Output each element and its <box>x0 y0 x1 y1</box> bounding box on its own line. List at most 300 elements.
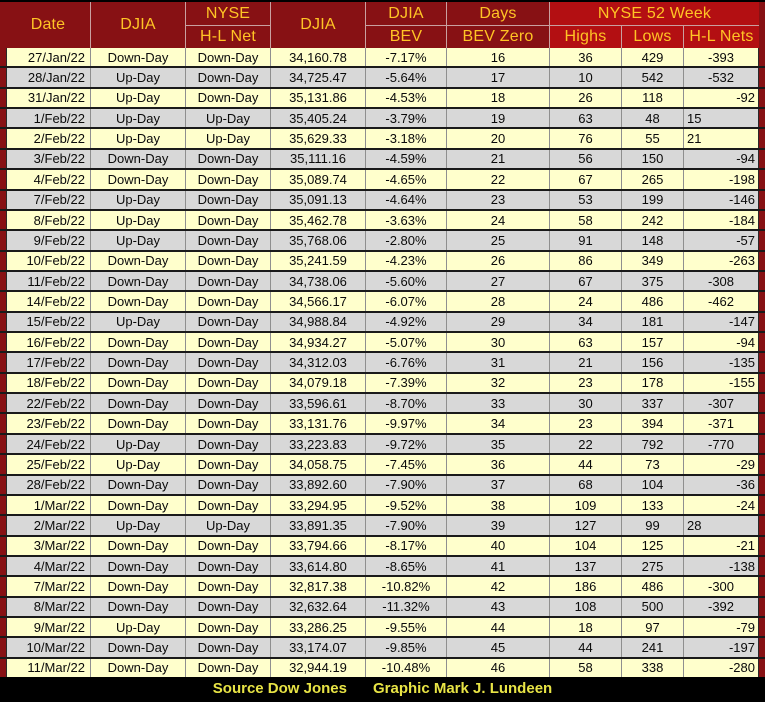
hl-nets-cell: -57 <box>683 231 759 249</box>
hl-nets-cell: -462 <box>683 292 759 310</box>
lows-cell: 181 <box>621 313 683 331</box>
highs-cell: 36 <box>549 48 621 66</box>
col-header-nyse-52-week: NYSE 52 Week <box>549 2 759 25</box>
hl-nets-cell: -280 <box>683 659 759 677</box>
col-header-hl-net: H-L Net <box>185 25 270 48</box>
hl-nets-cell: -263 <box>683 252 759 270</box>
right-edge-cell <box>759 129 765 147</box>
date-cell: 8/Feb/22 <box>6 211 90 229</box>
table-row <box>0 252 765 272</box>
lows-cell: 375 <box>621 272 683 290</box>
hl-nets-cell: -24 <box>683 496 759 514</box>
hl-nets-cell: -94 <box>683 150 759 168</box>
djia-bev-cell: -4.64% <box>365 191 446 209</box>
highs-cell: 53 <box>549 191 621 209</box>
nyse-hl-day-cell: Up-Day <box>185 129 270 147</box>
djia-day-cell: Down-Day <box>90 333 185 351</box>
djia-bev-cell: -9.52% <box>365 496 446 514</box>
col-header-days: Days <box>446 2 549 25</box>
nyse-hl-day-cell: Down-Day <box>185 333 270 351</box>
djia-value-cell: 35,462.78 <box>270 211 365 229</box>
highs-cell: 23 <box>549 374 621 392</box>
djia-value-cell: 33,794.66 <box>270 537 365 555</box>
djia-day-cell: Down-Day <box>90 272 185 290</box>
days-bev-zero-cell: 35 <box>446 435 549 453</box>
djia-value-cell: 35,091.13 <box>270 191 365 209</box>
hl-nets-cell: -147 <box>683 313 759 331</box>
days-bev-zero-cell: 43 <box>446 598 549 616</box>
right-edge-cell <box>759 659 765 677</box>
djia-value-cell: 35,241.59 <box>270 252 365 270</box>
days-bev-zero-cell: 28 <box>446 292 549 310</box>
table-header <box>0 0 765 48</box>
djia-day-cell: Down-Day <box>90 557 185 575</box>
right-edge-cell <box>759 272 765 290</box>
djia-value-cell: 32,944.19 <box>270 659 365 677</box>
djia-bev-cell: -4.23% <box>365 252 446 270</box>
djia-day-cell: Down-Day <box>90 476 185 494</box>
nyse-hl-day-cell: Down-Day <box>185 272 270 290</box>
highs-cell: 44 <box>549 455 621 473</box>
date-cell: 1/Mar/22 <box>6 496 90 514</box>
djia-bev-cell: -7.45% <box>365 455 446 473</box>
col-header-highs: Highs <box>549 25 621 48</box>
nyse-hl-day-cell: Down-Day <box>185 476 270 494</box>
right-edge-cell <box>759 353 765 371</box>
highs-cell: 76 <box>549 129 621 147</box>
table-row <box>0 48 765 68</box>
djia-bev-cell: -4.65% <box>365 170 446 188</box>
right-edge-cell <box>759 394 765 412</box>
djia-day-cell: Down-Day <box>90 353 185 371</box>
table-row <box>0 557 765 577</box>
highs-cell: 109 <box>549 496 621 514</box>
djia-day-cell: Up-Day <box>90 435 185 453</box>
right-edge-cell <box>759 292 765 310</box>
djia-day-cell: Down-Day <box>90 170 185 188</box>
table-row <box>0 170 765 190</box>
highs-cell: 10 <box>549 68 621 86</box>
nyse-hl-day-cell: Up-Day <box>185 516 270 534</box>
right-edge-cell <box>759 638 765 656</box>
djia-day-cell: Down-Day <box>90 537 185 555</box>
days-bev-zero-cell: 37 <box>446 476 549 494</box>
days-bev-zero-cell: 26 <box>446 252 549 270</box>
djia-day-cell: Down-Day <box>90 414 185 432</box>
right-edge-cell <box>759 374 765 392</box>
date-cell: 24/Feb/22 <box>6 435 90 453</box>
right-edge-cell <box>759 252 765 270</box>
djia-day-cell: Up-Day <box>90 129 185 147</box>
lows-cell: 104 <box>621 476 683 494</box>
nyse-hl-day-cell: Down-Day <box>185 394 270 412</box>
djia-day-cell: Up-Day <box>90 68 185 86</box>
date-cell: 9/Mar/22 <box>6 618 90 636</box>
djia-day-cell: Up-Day <box>90 231 185 249</box>
table-row <box>0 516 765 536</box>
highs-cell: 58 <box>549 659 621 677</box>
djia-day-cell: Up-Day <box>90 191 185 209</box>
hl-nets-cell: -197 <box>683 638 759 656</box>
nyse-hl-day-cell: Down-Day <box>185 170 270 188</box>
days-bev-zero-cell: 21 <box>446 150 549 168</box>
djia-value-cell: 33,294.95 <box>270 496 365 514</box>
djia-value-cell: 34,738.06 <box>270 272 365 290</box>
nyse-hl-day-cell: Down-Day <box>185 353 270 371</box>
days-bev-zero-cell: 32 <box>446 374 549 392</box>
footer-bar <box>0 677 765 700</box>
date-cell: 2/Mar/22 <box>6 516 90 534</box>
djia-day-cell: Down-Day <box>90 659 185 677</box>
days-bev-zero-cell: 25 <box>446 231 549 249</box>
lows-cell: 148 <box>621 231 683 249</box>
table-row <box>0 496 765 516</box>
djia-value-cell: 35,405.24 <box>270 109 365 127</box>
djia-bev-cell: -9.72% <box>365 435 446 453</box>
djia-bev-cell: -7.90% <box>365 476 446 494</box>
nyse-hl-day-cell: Down-Day <box>185 252 270 270</box>
djia-value-cell: 33,892.60 <box>270 476 365 494</box>
days-bev-zero-cell: 17 <box>446 68 549 86</box>
djia-day-cell: Down-Day <box>90 150 185 168</box>
days-bev-zero-cell: 20 <box>446 129 549 147</box>
right-edge-cell <box>759 476 765 494</box>
djia-value-cell: 35,629.33 <box>270 129 365 147</box>
djia-day-cell: Up-Day <box>90 516 185 534</box>
nyse-hl-day-cell: Down-Day <box>185 638 270 656</box>
lows-cell: 349 <box>621 252 683 270</box>
date-cell: 8/Mar/22 <box>6 598 90 616</box>
date-cell: 1/Feb/22 <box>6 109 90 127</box>
right-edge-cell <box>759 48 765 66</box>
nyse-hl-day-cell: Down-Day <box>185 231 270 249</box>
date-cell: 23/Feb/22 <box>6 414 90 432</box>
nyse-hl-day-cell: Down-Day <box>185 292 270 310</box>
date-cell: 25/Feb/22 <box>6 455 90 473</box>
djia-bev-cell: -4.92% <box>365 313 446 331</box>
nyse-hl-day-cell: Down-Day <box>185 191 270 209</box>
highs-cell: 186 <box>549 577 621 595</box>
days-bev-zero-cell: 24 <box>446 211 549 229</box>
table-row <box>0 476 765 496</box>
lows-cell: 338 <box>621 659 683 677</box>
djia-bev-cell: -9.97% <box>365 414 446 432</box>
table-row <box>0 577 765 597</box>
col-header-lows: Lows <box>621 25 683 48</box>
date-cell: 31/Jan/22 <box>6 89 90 107</box>
date-cell: 3/Mar/22 <box>6 537 90 555</box>
djia-bev-cell: -3.79% <box>365 109 446 127</box>
highs-cell: 137 <box>549 557 621 575</box>
djia-value-cell: 34,566.17 <box>270 292 365 310</box>
highs-cell: 104 <box>549 537 621 555</box>
lows-cell: 157 <box>621 333 683 351</box>
djia-value-cell: 35,131.86 <box>270 89 365 107</box>
right-edge-cell <box>759 191 765 209</box>
lows-cell: 150 <box>621 150 683 168</box>
highs-cell: 58 <box>549 211 621 229</box>
djia-bev-cell: -4.53% <box>365 89 446 107</box>
hl-nets-cell: -770 <box>683 435 759 453</box>
nyse-hl-day-cell: Down-Day <box>185 577 270 595</box>
djia-value-cell: 34,725.47 <box>270 68 365 86</box>
djia-value-cell: 34,312.03 <box>270 353 365 371</box>
table-row <box>0 231 765 251</box>
djia-day-cell: Down-Day <box>90 577 185 595</box>
highs-cell: 22 <box>549 435 621 453</box>
djia-bev-cell: -7.39% <box>365 374 446 392</box>
djia-day-cell: Up-Day <box>90 313 185 331</box>
date-cell: 27/Jan/22 <box>6 48 90 66</box>
hl-nets-cell: -308 <box>683 272 759 290</box>
highs-cell: 30 <box>549 394 621 412</box>
footer-credit-label: Graphic Mark J. Lundeen <box>372 680 553 697</box>
date-cell: 17/Feb/22 <box>6 353 90 371</box>
hl-nets-cell: -198 <box>683 170 759 188</box>
hl-nets-cell: -146 <box>683 191 759 209</box>
hl-nets-cell: -371 <box>683 414 759 432</box>
highs-cell: 63 <box>549 333 621 351</box>
djia-day-cell: Down-Day <box>90 598 185 616</box>
right-edge-cell <box>759 170 765 188</box>
djia-bev-cell: -8.70% <box>365 394 446 412</box>
hl-nets-cell: -92 <box>683 89 759 107</box>
nyse-hl-day-cell: Down-Day <box>185 455 270 473</box>
nyse-hl-day-cell: Down-Day <box>185 211 270 229</box>
table-row <box>0 191 765 211</box>
days-bev-zero-cell: 31 <box>446 353 549 371</box>
days-bev-zero-cell: 22 <box>446 170 549 188</box>
lows-cell: 486 <box>621 292 683 310</box>
lows-cell: 73 <box>621 455 683 473</box>
djia-bev-cell: -9.55% <box>365 618 446 636</box>
hl-nets-cell: -532 <box>683 68 759 86</box>
highs-cell: 86 <box>549 252 621 270</box>
nyse-hl-day-cell: Down-Day <box>185 537 270 555</box>
date-cell: 7/Mar/22 <box>6 577 90 595</box>
nyse-hl-day-cell: Down-Day <box>185 598 270 616</box>
lows-cell: 125 <box>621 537 683 555</box>
nyse-hl-day-cell: Down-Day <box>185 618 270 636</box>
lows-cell: 178 <box>621 374 683 392</box>
lows-cell: 500 <box>621 598 683 616</box>
djia-day-cell: Up-Day <box>90 109 185 127</box>
djia-bev-cell: -6.07% <box>365 292 446 310</box>
right-edge-cell <box>759 231 765 249</box>
date-cell: 14/Feb/22 <box>6 292 90 310</box>
table-row <box>0 129 765 149</box>
hl-nets-cell: -94 <box>683 333 759 351</box>
date-cell: 11/Feb/22 <box>6 272 90 290</box>
date-cell: 11/Mar/22 <box>6 659 90 677</box>
hl-nets-cell: -307 <box>683 394 759 412</box>
right-edge-cell <box>759 68 765 86</box>
highs-cell: 63 <box>549 109 621 127</box>
highs-cell: 21 <box>549 353 621 371</box>
djia-value-cell: 34,160.78 <box>270 48 365 66</box>
table-row <box>0 292 765 312</box>
lows-cell: 337 <box>621 394 683 412</box>
lows-cell: 429 <box>621 48 683 66</box>
lows-cell: 199 <box>621 191 683 209</box>
right-edge-cell <box>759 211 765 229</box>
hl-nets-cell: 28 <box>683 516 759 534</box>
djia-bev-cell: -9.85% <box>365 638 446 656</box>
table-row <box>0 374 765 394</box>
djia-value-cell: 33,174.07 <box>270 638 365 656</box>
djia-bev-cell: -5.64% <box>365 68 446 86</box>
djia-day-cell: Down-Day <box>90 48 185 66</box>
djia-value-cell: 34,988.84 <box>270 313 365 331</box>
days-bev-zero-cell: 16 <box>446 48 549 66</box>
date-cell: 18/Feb/22 <box>6 374 90 392</box>
hl-nets-cell: -393 <box>683 48 759 66</box>
date-cell: 28/Jan/22 <box>6 68 90 86</box>
date-cell: 4/Mar/22 <box>6 557 90 575</box>
djia-value-cell: 34,934.27 <box>270 333 365 351</box>
nyse-hl-day-cell: Down-Day <box>185 48 270 66</box>
date-cell: 16/Feb/22 <box>6 333 90 351</box>
nyse-hl-day-cell: Down-Day <box>185 150 270 168</box>
days-bev-zero-cell: 42 <box>446 577 549 595</box>
djia-bev-cell: -5.07% <box>365 333 446 351</box>
right-edge-cell <box>759 537 765 555</box>
days-bev-zero-cell: 33 <box>446 394 549 412</box>
djia-bev-cell: -8.17% <box>365 537 446 555</box>
nyse-hl-day-cell: Down-Day <box>185 414 270 432</box>
lows-cell: 118 <box>621 89 683 107</box>
table-row <box>0 211 765 231</box>
table-row <box>0 109 765 129</box>
djia-value-cell: 33,223.83 <box>270 435 365 453</box>
highs-cell: 34 <box>549 313 621 331</box>
highs-cell: 26 <box>549 89 621 107</box>
table-row <box>0 598 765 618</box>
djia-bev-cell: -10.82% <box>365 577 446 595</box>
date-cell: 10/Feb/22 <box>6 252 90 270</box>
days-bev-zero-cell: 46 <box>446 659 549 677</box>
highs-cell: 23 <box>549 414 621 432</box>
col-header-djia-day: DJIA <box>90 2 185 48</box>
djia-value-cell: 35,089.74 <box>270 170 365 188</box>
right-edge-cell <box>759 435 765 453</box>
djia-day-cell: Up-Day <box>90 455 185 473</box>
col-header-bev-zero: BEV Zero <box>446 25 549 48</box>
djia-day-cell: Down-Day <box>90 374 185 392</box>
days-bev-zero-cell: 36 <box>446 455 549 473</box>
djia-bev-cell: -2.80% <box>365 231 446 249</box>
table-row <box>0 333 765 353</box>
highs-cell: 24 <box>549 292 621 310</box>
right-edge-cell <box>759 598 765 616</box>
djia-bev-cell: -3.63% <box>365 211 446 229</box>
lows-cell: 99 <box>621 516 683 534</box>
djia-value-cell: 35,111.16 <box>270 150 365 168</box>
days-bev-zero-cell: 29 <box>446 313 549 331</box>
days-bev-zero-cell: 44 <box>446 618 549 636</box>
hl-nets-cell: -184 <box>683 211 759 229</box>
highs-cell: 67 <box>549 170 621 188</box>
nyse-hl-day-cell: Down-Day <box>185 659 270 677</box>
djia-value-cell: 35,768.06 <box>270 231 365 249</box>
col-header-bev: BEV <box>365 25 446 48</box>
djia-value-cell: 33,286.25 <box>270 618 365 636</box>
right-edge-cell <box>759 150 765 168</box>
djia-day-cell: Up-Day <box>90 89 185 107</box>
nyse-hl-day-cell: Down-Day <box>185 435 270 453</box>
table-row <box>0 455 765 475</box>
right-edge-cell <box>759 333 765 351</box>
djia-day-cell: Down-Day <box>90 292 185 310</box>
lows-cell: 48 <box>621 109 683 127</box>
table-row <box>0 414 765 434</box>
djia-bev-cell: -11.32% <box>365 598 446 616</box>
table-row <box>0 435 765 455</box>
djia-bev-cell: -6.76% <box>365 353 446 371</box>
days-bev-zero-cell: 27 <box>446 272 549 290</box>
nyse-hl-day-cell: Down-Day <box>185 496 270 514</box>
djia-bev-cell: -8.65% <box>365 557 446 575</box>
right-edge-cell <box>759 618 765 636</box>
right-edge-cell <box>759 577 765 595</box>
djia-day-cell: Down-Day <box>90 394 185 412</box>
table-row <box>0 89 765 109</box>
djia-value-cell: 33,614.80 <box>270 557 365 575</box>
days-bev-zero-cell: 38 <box>446 496 549 514</box>
highs-cell: 18 <box>549 618 621 636</box>
hl-nets-cell: 21 <box>683 129 759 147</box>
hl-nets-cell: -21 <box>683 537 759 555</box>
highs-cell: 91 <box>549 231 621 249</box>
date-cell: 28/Feb/22 <box>6 476 90 494</box>
djia-value-cell: 33,131.76 <box>270 414 365 432</box>
hl-nets-cell: -36 <box>683 476 759 494</box>
date-cell: 15/Feb/22 <box>6 313 90 331</box>
nyse-hl-day-cell: Down-Day <box>185 374 270 392</box>
highs-cell: 67 <box>549 272 621 290</box>
highs-cell: 68 <box>549 476 621 494</box>
highs-cell: 108 <box>549 598 621 616</box>
lows-cell: 792 <box>621 435 683 453</box>
nyse-hl-day-cell: Down-Day <box>185 68 270 86</box>
days-bev-zero-cell: 18 <box>446 89 549 107</box>
djia-value-cell: 34,058.75 <box>270 455 365 473</box>
days-bev-zero-cell: 39 <box>446 516 549 534</box>
col-header-nyse: NYSE <box>185 2 270 25</box>
lows-cell: 156 <box>621 353 683 371</box>
table-row <box>0 68 765 88</box>
table-row <box>0 150 765 170</box>
date-cell: 22/Feb/22 <box>6 394 90 412</box>
hl-nets-cell: 15 <box>683 109 759 127</box>
nyse-hl-day-cell: Down-Day <box>185 313 270 331</box>
col-header-date: Date <box>6 2 90 48</box>
djia-bev-cell: -7.90% <box>365 516 446 534</box>
hl-nets-cell: -135 <box>683 353 759 371</box>
lows-cell: 486 <box>621 577 683 595</box>
date-cell: 7/Feb/22 <box>6 191 90 209</box>
days-bev-zero-cell: 40 <box>446 537 549 555</box>
djia-day-cell: Up-Day <box>90 211 185 229</box>
hl-nets-cell: -29 <box>683 455 759 473</box>
djia-value-cell: 32,632.64 <box>270 598 365 616</box>
djia-value-cell: 32,817.38 <box>270 577 365 595</box>
table-row <box>0 272 765 292</box>
djia-day-cell: Up-Day <box>90 618 185 636</box>
right-edge-cell <box>759 557 765 575</box>
table-row <box>0 353 765 373</box>
lows-cell: 133 <box>621 496 683 514</box>
